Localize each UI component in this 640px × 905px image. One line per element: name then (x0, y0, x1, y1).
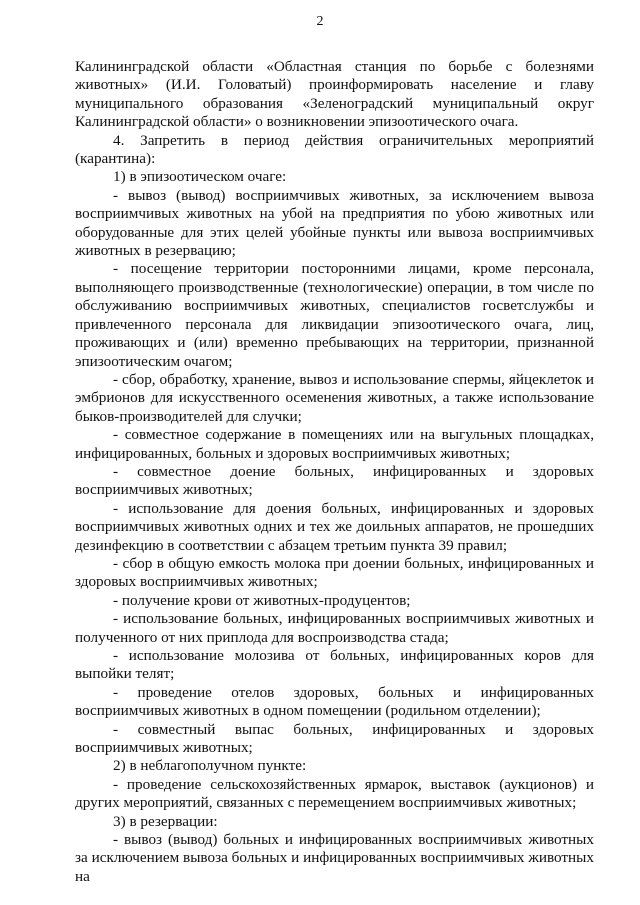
list-item: - посещение территории посторонними лицами, кроме персонала, выполняющего производственные (технологические) операции, в том числе по обслуживанию восприимчивых животных, специалистов госветслужбы и привлеченного персонала для ликвидации эпизоотического очага, лиц, проживающих и (или) временно пребывающих на территории, признанной эпизоотическим очагом; (75, 260, 594, 370)
document-body (75, 58, 594, 886)
list-item: - получение крови от животных-продуцентов; (113, 591, 411, 609)
subheading-reservation: 3) в резервации: (113, 812, 218, 830)
list-item: - использование для доения больных, инфицированных и здоровых восприимчивых животных одних и тех же доильных аппаратов, не прошедших дезинфекцию в соответствии с абзацем третьим пункта 39 правил; (75, 499, 594, 554)
list-item: - проведение отелов здоровых, больных и инфицированных восприимчивых животных в одном помещении (родильном отделении); (75, 683, 594, 720)
list-item: - сбор, обработку, хранение, вывоз и использование спермы, яйцеклеток и эмбрионов для искусственного осеменения животных, а также использование быков-производителей для случки; (75, 370, 594, 425)
list-item: - сбор в общую емкость молока при доении больных, инфицированных и здоровых восприимчивых животных; (75, 554, 594, 591)
page-number: 2 (316, 14, 324, 29)
subheading-epizootic-focus: 1) в эпизоотическом очаге: (113, 168, 287, 186)
list-item: - вывоз (вывод) больных и инфицированных восприимчивых животных за исключением вывоза больных и инфицированных восприимчивых животных на (75, 831, 594, 885)
list-item: - совместный выпас больных, инфицированных и здоровых восприимчивых животных; (75, 720, 594, 757)
list-item: - использование молозива от больных, инфицированных коров для выпойки телят; (75, 647, 594, 683)
list-item: - совместное содержание в помещениях или на выгульных площадках, инфицированных, больных и здоровых восприимчивых животных; (75, 426, 594, 462)
list-item: - использование больных, инфицированных восприимчивых животных и полученного от них приплода для воспроизводства стада; (75, 610, 594, 646)
paragraph-region-notice: Калининградской области «Областная станция по борьбе с болезнями животных» (И.И. Головатый) проинформировать население и главу муниципального образования «Зеленоградский муниципальный округ Калининградской области» о возникновении эпизоотического очага. (75, 58, 594, 131)
list-item: - вывоз (вывод) восприимчивых животных, за исключением вывоза восприимчивых животных на убой на предприятия по убою животных или оборудованные для этих целей убойные пункты или вывоза восприимчивых животных в резервацию; (75, 186, 594, 260)
paragraph-item-4-prohibit: 4. Запретить в период действия ограничительных мероприятий (карантина): (75, 131, 594, 168)
subheading-unfavorable-point: 2) в неблагополучном пункте: (113, 757, 307, 775)
list-item: - проведение сельскохозяйственных ярмарок, выставок (аукционов) и других мероприятий, связанных с перемещением восприимчивых животных; (75, 775, 594, 812)
list-item: - совместное доение больных, инфицированных и здоровых восприимчивых животных; (75, 462, 594, 499)
